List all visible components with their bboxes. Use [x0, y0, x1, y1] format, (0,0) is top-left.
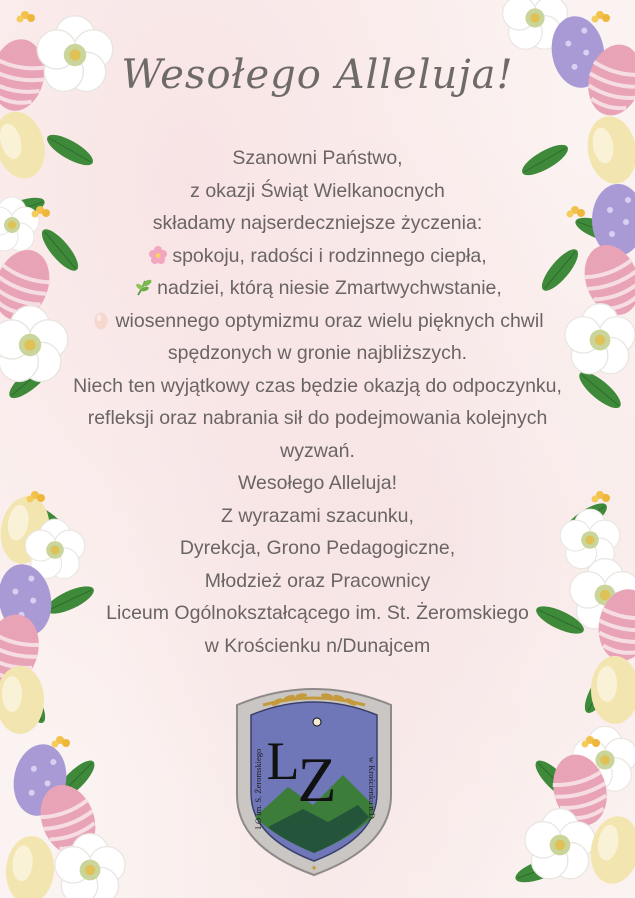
school-crest-logo — [233, 677, 395, 877]
greeting-line: składamy najserdeczniejsze życzenia: — [152, 212, 483, 234]
greeting-line: refleksji oraz nabrania sił do podejmowania kolejnych — [87, 407, 548, 429]
greeting-line: spędzonych w gronie najbliższych. — [167, 342, 468, 364]
page-title: Wesołego Alleluja! — [121, 52, 514, 98]
crest-monogram-z: Z — [297, 744, 337, 815]
crest-ring-text-right: w Krościenku n.D. — [367, 756, 377, 822]
egg-icon — [91, 310, 111, 330]
school-location: w Krościenku n/Dunajcem — [204, 634, 431, 657]
school-name: Liceum Ogólnokształcącego im. St. Żeromskiego — [106, 602, 529, 624]
wish-text: spokoju, radości i rodzinnego ciepła, — [172, 244, 487, 267]
greeting-line: z okazji Świąt Wielkanocnych — [190, 179, 445, 202]
sprout-icon — [133, 277, 153, 297]
wish-text: wiosennego optymizmu oraz wielu pięknych chwil — [115, 309, 544, 332]
signature-line: Dyrekcja, Grono Pedagogiczne, — [179, 537, 456, 559]
greeting-line: wyzwań. — [280, 439, 355, 462]
closing-wish: Wesołego Alleluja! — [238, 472, 397, 494]
crest-ring-text-left: LO im. S. Żeromskiego — [253, 748, 263, 830]
crest-star: ✦ — [310, 864, 318, 874]
wish-line-3 — [0, 305, 635, 338]
wish-text: nadziei, którą niesie Zmartwychwstanie, — [157, 277, 502, 299]
wish-line-1 — [0, 240, 635, 273]
greeting-line: Szanowni Państwo, — [232, 147, 403, 169]
signature-line: Z wyrazami szacunku, — [221, 504, 414, 527]
greeting-line: Niech ten wyjątkowy czas będzie okazją do odpoczynku, — [73, 374, 562, 397]
crest-monogram-l: L — [266, 731, 300, 791]
wish-line-2 — [0, 272, 635, 305]
greeting-text — [0, 142, 635, 662]
blossom-icon — [148, 245, 168, 265]
signature-line: Młodzież oraz Pracownicy — [204, 569, 431, 592]
